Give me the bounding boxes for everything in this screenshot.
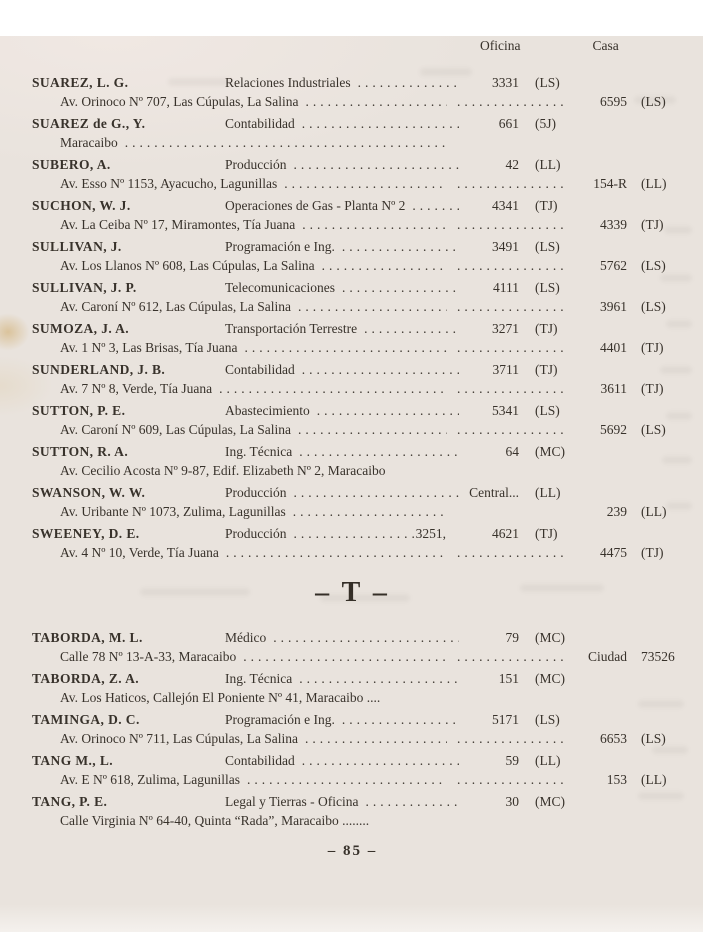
directory-entry [32,319,685,357]
entry-home-line [32,688,685,707]
entry-home-line [32,174,685,193]
office-location-code: (LL) [535,157,561,172]
home-phone: 4475 [600,545,627,560]
dot-leader [280,174,447,193]
entry-office-line [32,751,579,770]
department: Programación e Ing. [225,712,335,727]
entry-home-line [32,770,685,789]
office-extension-group [459,114,579,133]
office-location-code: (MC) [535,630,565,645]
home-phone: 4339 [600,217,627,232]
office-location-code: (5J) [535,116,556,131]
dot-leader [455,256,563,275]
dot-leader [289,502,447,521]
dot-leader [455,543,563,562]
directory-section-s [32,73,685,562]
show-through-mark [660,274,692,282]
home-phone: 3961 [600,299,627,314]
directory-entry [32,669,685,707]
home-phone-group [447,215,685,234]
directory-entry [32,278,685,316]
home-phone-group [447,420,685,439]
office-extension: 3491 [492,239,519,254]
directory-entry [32,524,685,562]
office-extension: 4621 [492,526,519,541]
dot-leader [455,338,563,357]
office-location-code: (LS) [535,403,560,418]
address: Av. E Nº 618, Zulima, Lagunillas [60,772,241,787]
dot-leader [313,401,459,420]
person-name: SUMOZA, J. A. [32,321,130,336]
person-name: SULLIVAN, J. [32,239,122,254]
dot-leader [295,669,459,688]
directory-entry [32,628,685,666]
show-through-mark [666,412,692,420]
office-extension: 59 [505,753,519,768]
home-location-code: 73526 [641,649,675,664]
entry-home-line [32,256,685,275]
address: Av. 4 Nº 10, Verde, Tía Juana [60,545,219,560]
dot-leader [298,751,459,770]
home-location-code: (TJ) [641,340,664,355]
office-extension: 30 [505,794,519,809]
department: Contabilidad [225,362,295,377]
office-extension: 661 [498,116,519,131]
entry-office-line [32,278,579,297]
office-extension-group [459,196,579,215]
home-phone-group [447,770,685,789]
department: Relaciones Industriales [225,75,351,90]
office-extension-group [459,360,579,379]
show-through-mark [420,68,472,76]
dot-leader [455,215,563,234]
dot-leader [298,215,447,234]
office-extension-group [459,237,579,256]
home-phone: 154-R [593,176,627,191]
dot-leader [455,770,563,789]
department: Ing. Técnica [225,671,293,686]
dot-leader [243,770,447,789]
dot-leader [302,92,447,111]
directory-entry [32,792,685,830]
address: Av. La Ceiba Nº 17, Miramontes, Tía Juana [60,217,296,232]
office-extension-group [459,710,579,729]
home-phone: 4401 [600,340,627,355]
home-phone-group [447,256,685,275]
home-phone-group [447,729,685,748]
show-through-mark [652,746,688,754]
office-location-code: (TJ) [535,362,558,377]
office-extension-group [459,319,579,338]
entry-home-line [32,811,685,830]
office-extension: 3271 [492,321,519,336]
office-location-code: (TJ) [535,526,558,541]
show-through-mark [664,226,692,234]
office-location-code: (MC) [535,794,565,809]
entry-home-line [32,338,685,357]
department: Producción [225,526,287,541]
show-through-mark [662,456,692,464]
dot-leader [121,133,447,152]
dot-leader [290,155,460,174]
office-extension-group [459,401,579,420]
directory-entry [32,401,685,439]
person-name: TABORDA, M. L. [32,630,143,645]
home-location-code: (LS) [641,731,666,746]
department: Producción [225,157,287,172]
home-location-code: (LL) [641,504,667,519]
home-location-code: (LL) [641,772,667,787]
entry-office-line [32,442,579,461]
address: Av. Caroní Nº 612, Las Cúpulas, La Salina [60,299,292,314]
dot-leader [455,92,563,111]
home-phone: 3611 [600,381,627,396]
entry-home-line [32,543,685,562]
dot-leader [455,379,563,398]
home-phone: 239 [606,504,627,519]
office-location-code: (MC) [535,444,565,459]
dot-leader [455,729,563,748]
person-name: SUTTON, R. A. [32,444,129,459]
home-phone-group [447,543,685,562]
dot-leader [338,237,459,256]
entry-office-line [32,401,579,420]
home-phone: Ciudad [588,649,627,664]
show-through-mark [638,700,684,708]
home-location-code: (LL) [641,176,667,191]
home-location-code: (LS) [641,94,666,109]
person-name: TANG, P. E. [32,794,108,809]
dot-leader [294,297,447,316]
home-location-code: (LS) [641,299,666,314]
office-extension: 3711 [492,362,519,377]
office-extension-group [459,669,579,688]
home-location-code: (TJ) [641,217,664,232]
entry-home-line [32,461,685,480]
person-name: SULLIVAN, J. P. [32,280,137,295]
office-extension-group [459,792,579,811]
show-through-mark [168,78,232,86]
show-through-mark [140,588,250,596]
dot-leader [290,483,460,502]
office-extension-group [459,73,579,92]
column-headers [32,36,685,55]
directory-entry [32,710,685,748]
office-extension-group [459,628,579,647]
office-location-code: (TJ) [535,321,558,336]
office-location-code: (MC) [535,671,565,686]
section-heading-t: – T – [315,577,390,608]
office-extension-group [416,524,579,543]
address: Av. Esso Nº 1153, Ayacucho, Lagunillas [60,176,278,191]
directory-entry [32,196,685,234]
dot-leader [361,792,459,811]
person-name: TAMINGA, D. C. [32,712,140,727]
dot-leader [408,196,459,215]
office-location-code: (TJ) [535,198,558,213]
address: Calle 78 Nº 13-A-33, Maracaibo [60,649,237,664]
entry-office-line [32,155,579,174]
dot-leader [269,628,459,647]
department: Contabilidad [225,753,295,768]
department: Programación e Ing. [225,239,335,254]
entry-office-line [32,483,579,502]
person-name: SUAREZ, L. G. [32,75,129,90]
address: Av. Caroní Nº 609, Las Cúpulas, La Salina [60,422,292,437]
entry-home-line [32,92,685,111]
dot-leader [455,174,563,193]
office-extension: 4341 [492,198,519,213]
show-through-mark [638,792,684,800]
person-name: SUBERO, A. [32,157,111,172]
directory-entry [32,751,685,789]
show-through-mark [634,96,676,104]
office-location-code: (LS) [535,75,560,90]
entry-office-line [32,710,579,729]
entry-office-line [32,73,579,92]
entry-office-line [32,360,579,379]
office-extension: 5341 [492,403,519,418]
office-extension: Central... [469,485,519,500]
show-through-mark [320,594,410,602]
address: Av. Orinoco Nº 711, Las Cúpulas, La Salina [60,731,299,746]
office-extension-group [459,483,579,502]
address: Av. 1 Nº 3, Las Brisas, Tía Juana [60,340,238,355]
person-name: SWEENEY, D. E. [32,526,140,541]
directory-entry [32,483,685,521]
dot-leader [298,114,459,133]
dot-leader [295,442,459,461]
department: Contabilidad [225,116,295,131]
dot-leader [222,543,447,562]
home-location-code: (TJ) [641,381,664,396]
person-name: TABORDA, Z. A. [32,671,139,686]
column-header-casa: Casa [592,38,619,53]
directory-page [0,36,703,932]
entry-office-line [32,628,579,647]
department: Médico [225,630,267,645]
department: Producción [225,485,287,500]
dot-leader [298,360,459,379]
home-phone: 5762 [600,258,627,273]
person-name: SUCHON, W. J. [32,198,131,213]
address: Av. Los Haticos, Callejón El Poniente Nº 41, Maracaibo .... [60,690,381,705]
home-phone-group [447,379,685,398]
office-extension-group [459,278,579,297]
entry-home-line [32,647,685,666]
address: Calle Virginia Nº 64-40, Quinta “Rada”, Maracaibo ........ [60,813,370,828]
entry-home-line [32,502,685,521]
dot-leader [455,297,563,316]
person-name: SUNDERLAND, J. B. [32,362,166,377]
address: Av. Cecilio Acosta Nº 9-87, Edif. Elizabeth Nº 2, Maracaibo [60,463,386,478]
show-through-mark [520,584,604,592]
office-location-code: (LS) [535,280,560,295]
entry-office-line [32,319,579,338]
person-name: SWANSON, W. W. [32,485,146,500]
home-phone-group [447,338,685,357]
directory-entry [32,237,685,275]
office-extension: 42 [505,157,519,172]
home-phone: 5692 [600,422,627,437]
office-extension: 5171 [492,712,519,727]
person-name: TANG M., L. [32,753,114,768]
office-extension-group [459,155,579,174]
entry-office-line [32,669,579,688]
home-location-code: (LS) [641,422,666,437]
office-extension: 3331 [492,75,519,90]
office-extension: 79 [505,630,519,645]
address: Av. Los Llanos Nº 608, Las Cúpulas, La Salina [60,258,315,273]
home-phone: 153 [606,772,627,787]
department: Telecomunicaciones [225,280,336,295]
directory-entry [32,360,685,398]
home-phone-group [447,297,685,316]
home-phone-group [447,502,685,521]
entry-office-line [32,237,579,256]
entry-home-line [32,729,685,748]
office-location-code: (LL) [535,753,561,768]
show-through-mark [666,502,692,510]
dot-leader [455,647,563,666]
department: Ing. Técnica [225,444,293,459]
entry-home-line [32,297,685,316]
person-name: SUAREZ de G., Y. [32,116,146,131]
directory-entry [32,155,685,193]
address: Av. Orinoco Nº 707, Las Cúpulas, La Salina [60,94,299,109]
office-extension-group [459,751,579,770]
office-extension: 151 [498,671,519,686]
department: Abastecimiento [225,403,310,418]
entry-office-line [32,792,579,811]
show-through-mark [660,366,692,374]
entry-home-line [32,379,685,398]
office-location-code: (LS) [535,712,560,727]
entry-home-line [32,420,685,439]
home-location-code: (TJ) [641,545,664,560]
dot-leader [294,420,447,439]
office-extension-group [459,442,579,461]
entry-office-line [32,114,579,133]
directory-entry [32,73,685,111]
department: Transportación Terrestre [225,321,358,336]
dot-leader [301,729,447,748]
dot-leader [215,379,447,398]
office-extension: 4111 [493,280,519,295]
dot-leader [290,524,416,543]
dot-leader [318,256,447,275]
dot-leader [455,420,563,439]
entry-office-line [32,196,579,215]
home-phone-group [447,174,685,193]
dot-leader [360,319,459,338]
show-through-mark [666,320,692,328]
address: Maracaibo [60,135,118,150]
address: Av. Uribante Nº 1073, Zulima, Lagunillas [60,504,286,519]
entry-office-line [32,524,579,543]
directory-entry [32,114,685,152]
column-header-oficina: Oficina [480,38,521,53]
home-location-code: (LS) [641,258,666,273]
directory-entry [32,442,685,480]
directory-section-t [32,628,685,830]
dot-leader [241,338,447,357]
dot-leader [338,710,459,729]
address: Av. 7 Nº 8, Verde, Tía Juana [60,381,213,396]
dot-leader [338,278,459,297]
person-name: SUTTON, P. E. [32,403,126,418]
home-phone: 6653 [600,731,627,746]
page-number: – 85 – [327,843,378,859]
home-phone-group [447,647,685,666]
home-phone: 6595 [600,94,627,109]
department: Legal y Tierras - Oficina [225,794,359,809]
office-location-code: (LS) [535,239,560,254]
entry-home-line [32,133,685,152]
office-extension: 64 [505,444,519,459]
dot-leader [239,647,447,666]
department: Operaciones de Gas - Planta Nº 2 [225,198,406,213]
entry-home-line [32,215,685,234]
office-location-code: (LL) [535,485,561,500]
office-extra-extension: 3251, [415,526,446,541]
